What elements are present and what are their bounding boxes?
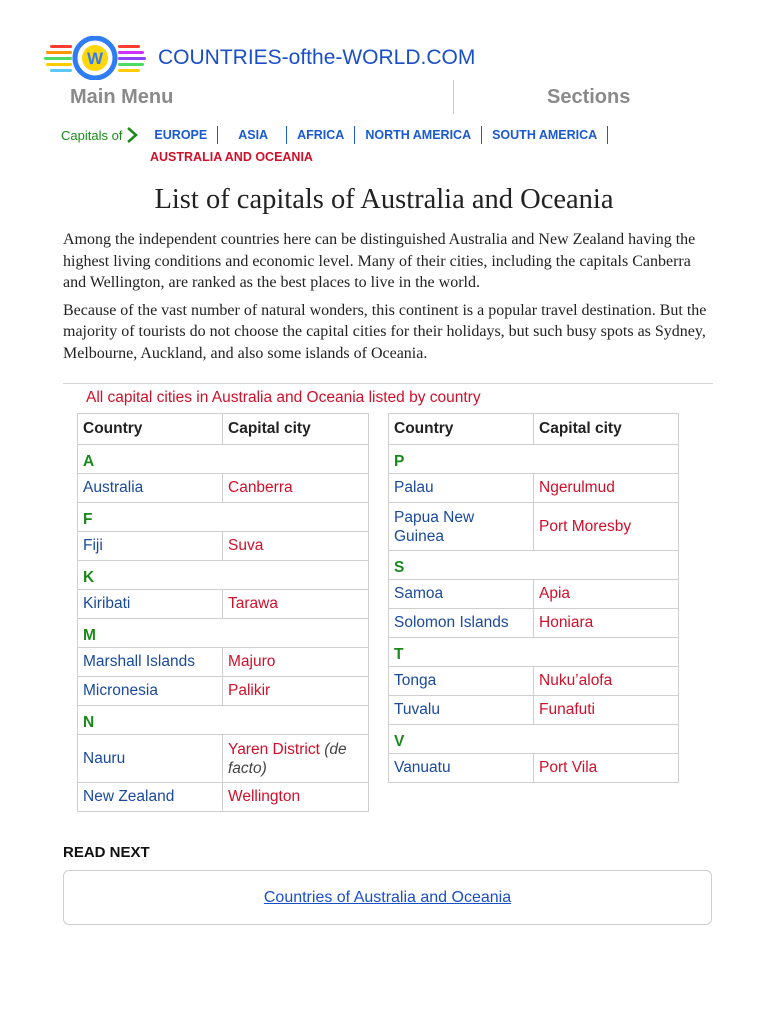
country-link[interactable]: Tonga [389,667,534,696]
world-logo-icon[interactable] [42,36,148,80]
read-next-heading: READ NEXT [63,844,150,861]
country-link[interactable]: Solomon Islands [389,609,534,638]
table-row [78,648,369,677]
table-row [78,677,369,706]
table-caption: All capital cities in Australia and Oceania listed by country [86,389,481,406]
table-row [78,735,369,783]
table-row [78,474,369,503]
table-row [389,474,679,503]
capital-column-header: Capital city [534,414,679,445]
intro-text [63,229,713,370]
table-row [78,783,369,812]
table-row [389,754,679,783]
country-column-header: Country [389,414,534,445]
intro-paragraph: Because of the vast number of natural wonders, this continent is a popular travel destination. But the majority of tourists do not choose the capital cities for their holidays, but such busy spots as Sydney, Melbourne, Auckland, and also some islands of Oceania. [63,301,707,362]
breadcrumb-link-asia[interactable]: ASIA [218,126,287,144]
breadcrumb [61,124,701,164]
country-link[interactable]: Micronesia [78,677,223,706]
capital-link[interactable]: Wellington [223,783,369,812]
read-next-box [63,870,712,925]
table-row [389,609,679,638]
table-row [389,580,679,609]
capital-link[interactable]: Suva [223,532,369,561]
menu-row [0,84,768,114]
table-row [78,590,369,619]
page-title: List of capitals of Australia and Oceania [154,184,614,215]
breadcrumb-link-africa[interactable]: AFRICA [287,126,355,144]
letter-heading: P [389,445,679,474]
sections-button[interactable]: Sections [547,86,631,108]
capitals-table-left [77,413,369,812]
table-row [389,503,679,551]
capital-link[interactable]: Honiara [534,609,679,638]
breadcrumb-link-europe[interactable]: EUROPE [144,126,218,144]
site-header [42,36,475,80]
capital-link[interactable]: Nuku’alofa [534,667,679,696]
breadcrumb-link-north-america[interactable]: NORTH AMERICA [355,126,482,144]
read-next-link[interactable]: Countries of Australia and Oceania [263,888,512,906]
capital-cell [223,735,369,783]
chevron-right-icon [126,127,138,143]
svg-text:W: W [86,49,104,68]
capital-link[interactable]: Palikir [223,677,369,706]
country-link[interactable]: Nauru [78,735,223,783]
breadcrumb-active: AUSTRALIA AND OCEANIA [150,150,313,164]
letter-heading: F [78,503,369,532]
table-row [389,667,679,696]
breadcrumb-label: Capitals of [61,127,123,143]
letter-heading: V [389,725,679,754]
country-link[interactable]: Kiribati [78,590,223,619]
country-link[interactable]: Fiji [78,532,223,561]
capital-link[interactable]: Tarawa [223,590,369,619]
table-row [78,532,369,561]
main-menu-button[interactable]: Main Menu [70,86,174,108]
letter-heading: A [78,445,369,474]
capital-link[interactable]: Ngerulmud [534,474,679,503]
capital-link[interactable]: Majuro [223,648,369,677]
country-column-header: Country [78,414,223,445]
capital-link[interactable]: Port Moresby [534,503,679,551]
intro-paragraph: Among the independent countries here can be distinguished Australia and New Zealand having the highest living conditions and economic level. Many of their cities, including the capitals Canberra and Wellington, are ranked as the best places to live in the world. [63,231,696,291]
country-link[interactable]: Palau [389,474,534,503]
country-link[interactable]: Australia [78,474,223,503]
menu-divider [453,80,454,114]
table-header-row [389,414,679,445]
table-row [389,696,679,725]
divider [63,383,713,384]
capital-column-header: Capital city [223,414,369,445]
capital-note: (de facto) [228,740,347,777]
capitals-table-right [388,413,679,783]
capital-link[interactable]: Funafuti [534,696,679,725]
capital-link[interactable]: Canberra [223,474,369,503]
capital-link[interactable]: Apia [534,580,679,609]
table-header-row [78,414,369,445]
capital-link[interactable]: Port Vila [534,754,679,783]
country-link[interactable]: Vanuatu [389,754,534,783]
letter-heading: K [78,561,369,590]
breadcrumb-link-south-america[interactable]: SOUTH AMERICA [482,126,608,144]
country-link[interactable]: Marshall Islands [78,648,223,677]
letter-heading: S [389,551,679,580]
site-name[interactable]: COUNTRIES-ofthe-WORLD.COM [158,46,476,69]
letter-heading: T [389,638,679,667]
letter-heading: M [78,619,369,648]
country-link[interactable]: New Zealand [78,783,223,812]
capital-link[interactable]: Yaren District [228,740,320,758]
letter-heading: N [78,706,369,735]
country-link[interactable]: Tuvalu [389,696,534,725]
country-link[interactable]: Samoa [389,580,534,609]
country-link[interactable]: Papua New Guinea [389,503,534,551]
